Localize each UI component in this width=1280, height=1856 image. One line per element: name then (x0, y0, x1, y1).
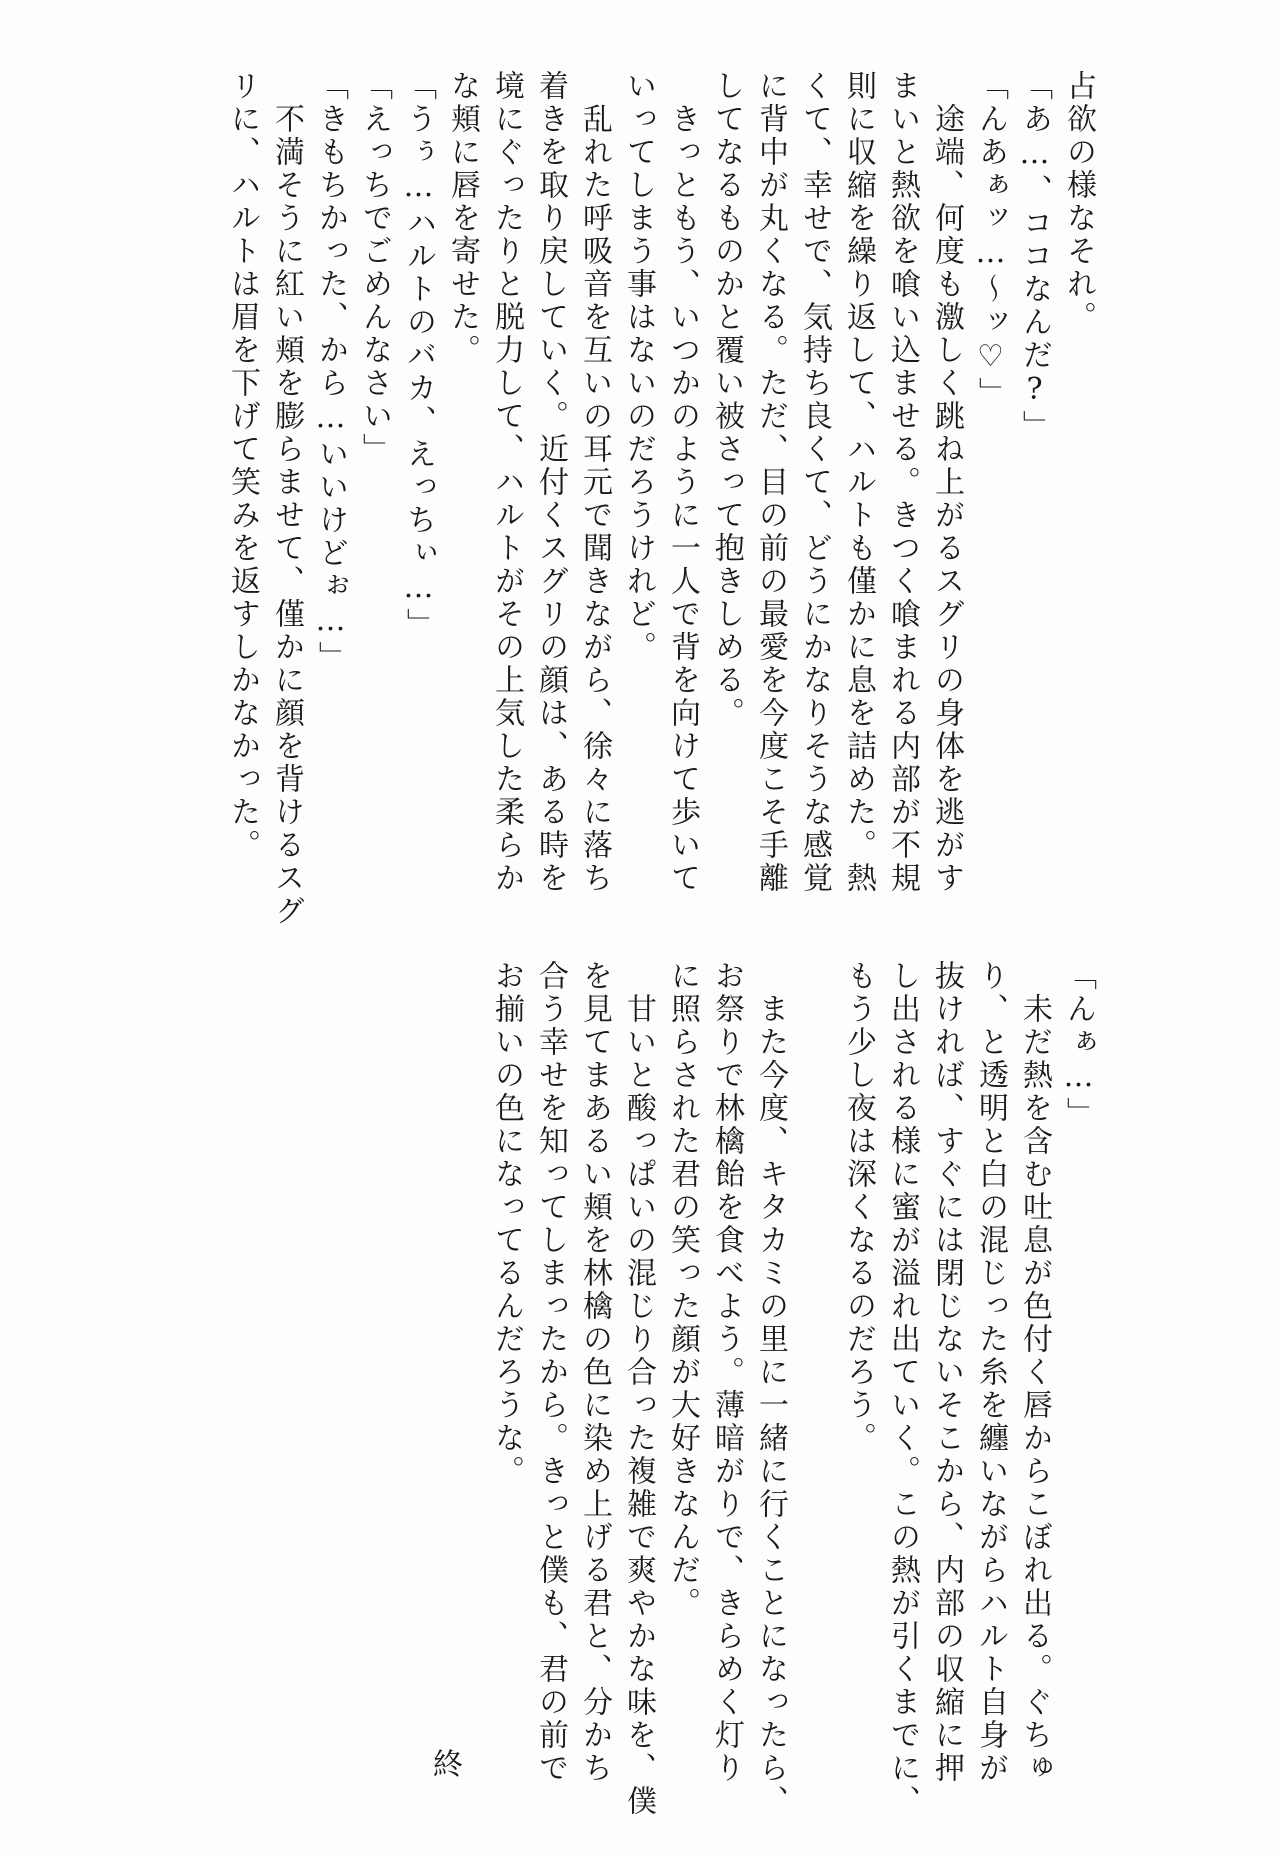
text-line: し出される様に蜜が溢れ出ていく。この熱が引くまでに、 (885, 960, 920, 1818)
text-line: 「えっちでごめんなさい」 (357, 70, 392, 466)
text-line: まいと熱欲を喰い込ませる。きつく喰まれる内部が不規 (885, 70, 920, 895)
text-line (792, 960, 836, 1740)
text-line: くて、幸せで、気持ち良くて、どうにかなりそうな感覚 (797, 70, 832, 895)
text-line: 「んあぁッ…～ッ♡」 (973, 70, 1008, 410)
text-line: を見てまあるい頬を林檎の色に染め上げる君と、分かち (577, 960, 612, 1785)
text-line: 「きもちかった、から…いいけどぉ…」 (313, 70, 348, 674)
text-line: してなるものかと覆い被さって抱きしめる。 (709, 70, 744, 730)
text-line: 「うぅ…ハルトのバカ、えっちぃ…」 (401, 70, 436, 641)
text-line: 不満そうに紅い頬を膨らませて、僅かに顔を背けるスグ (269, 70, 304, 928)
text-line: 「んぁ…」 (1061, 960, 1096, 1130)
top-text-block (220, 70, 1100, 928)
bottom-text-block (484, 960, 1100, 1818)
text-line: 則に収縮を繰り返して、ハルトも僅かに息を詰めた。熱 (841, 70, 876, 895)
text-line: 着きを取り戻していく。近付くスグリの顔は、ある時を (533, 70, 568, 895)
text-line: いってしまう事はないのだろうけれど。 (621, 70, 656, 664)
text-line: 甘いと酸っぱいの混じり合った複雑で爽やかな味を、僕 (621, 960, 656, 1818)
text-line: り、と透明と白の混じった糸を纏いながらハルト自身が (973, 960, 1008, 1785)
text-line: 合う幸せを知ってしまったから。きっと僕も、君の前で (533, 960, 568, 1785)
text-line: 占欲の様なそれ。 (1061, 70, 1096, 334)
text-line: 抜ければ、すぐには閉じないそこから、内部の収縮に押 (929, 960, 964, 1785)
text-line: お揃いの色になってるんだろうな。 (489, 960, 524, 1488)
text-line: に背中が丸くなる。ただ、目の前の最愛を今度こそ手離 (753, 70, 788, 895)
text-line: また今度、キタカミの里に一緒に行くことになったら、 (753, 960, 788, 1818)
text-line: もう少し夜は深くなるのだろう。 (841, 960, 876, 1455)
text-line: お祭りで林檎飴を食べよう。薄暗がりで、きらめく灯り (709, 960, 744, 1785)
text-line: な頬に唇を寄せた。 (445, 70, 480, 367)
text-line: 乱れた呼吸音を互いの耳元で聞きながら、徐々に落ち (577, 70, 612, 895)
text-line: リに、ハルトは眉を下げて笑みを返すしかなかった。 (225, 70, 260, 862)
text-line: 境にぐったりと脱力して、ハルトがその上気した柔らか (489, 70, 524, 895)
text-line: きっともう、いつかのように一人で背を向けて歩いて (665, 70, 700, 895)
text-line: 未だ熱を含む吐息が色付く唇からこぼれ出る。ぐちゅ (1017, 960, 1052, 1785)
text-line: に照らされた君の笑った顔が大好きなんだ。 (665, 960, 700, 1620)
text-line: 「あ…、ココなんだ?」 (1017, 70, 1052, 443)
end-mark: 終 (427, 1748, 462, 1778)
text-line: 途端、何度も激しく跳ね上がるスグリの身体を逃がす (929, 70, 964, 895)
